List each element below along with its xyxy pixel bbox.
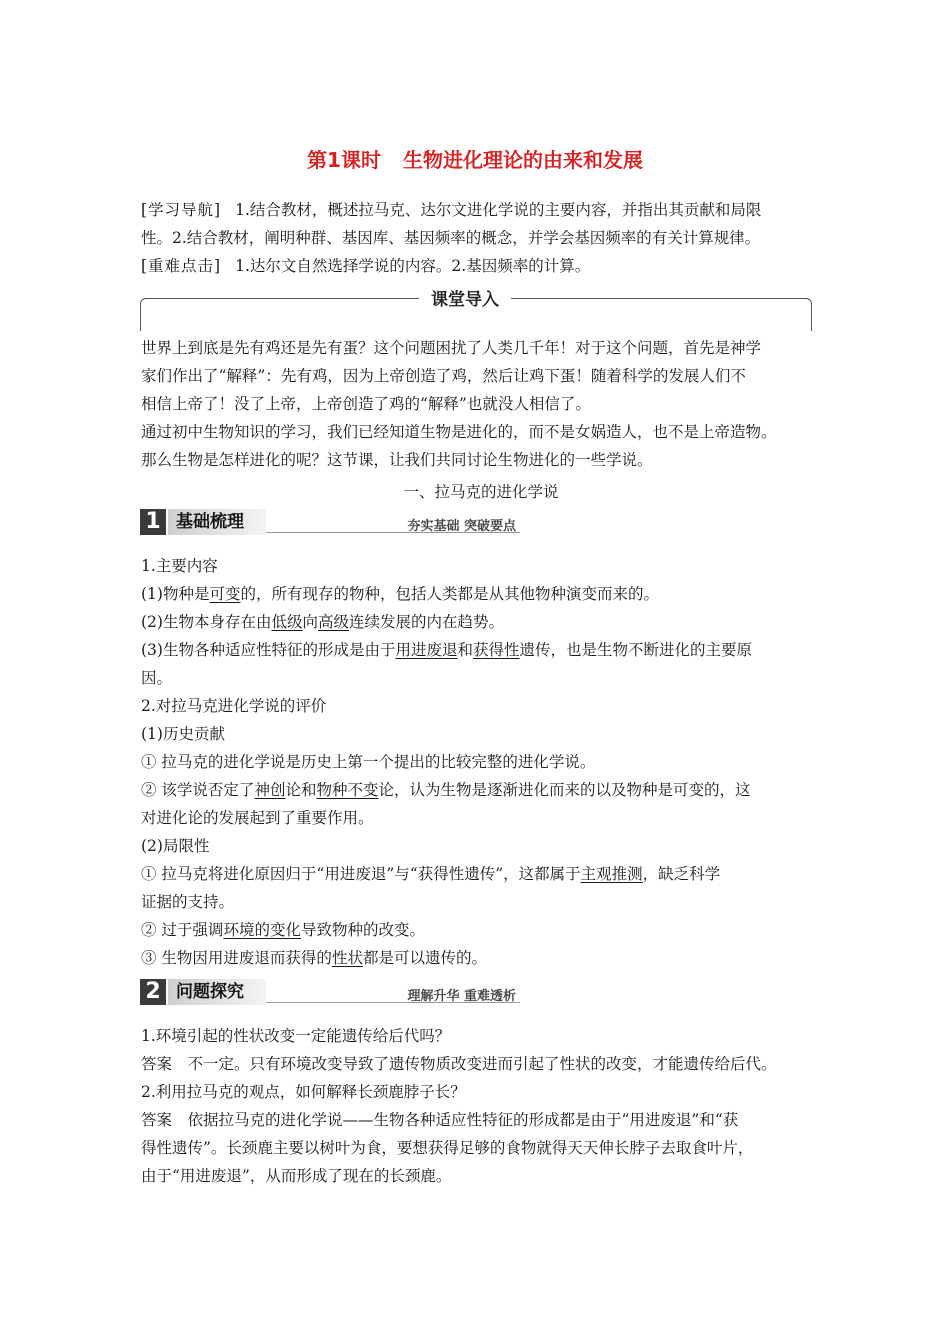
blank-answer: 低级: [271, 613, 303, 631]
answer-2-line: 由于“用进废退”，从而形成了现在的长颈鹿。: [141, 1167, 452, 1185]
section-heading: 一、拉马克的进化学说: [403, 483, 559, 501]
blank-answer: 环境的变化: [223, 921, 301, 939]
limitation-1: ① 拉马克将进化原因归于“用进废退”与“获得性遗传”，这都属于主观推测，缺乏科学: [141, 865, 721, 883]
answer-1: 答案 不一定。只有环境改变导致了遗传物质改变进而引起了性状的改变，才能遗传给后代。: [141, 1055, 777, 1073]
point-2: (2)生物本身存在由低级向高级连续发展的内在趋势。: [141, 613, 505, 631]
blank-answer: 神创: [254, 781, 286, 799]
point-3-cont: 因。: [141, 669, 173, 687]
question-2: 2.利用拉马克的观点，如何解释长颈鹿脖子长？: [141, 1083, 466, 1101]
lesson-number: 第1课时: [307, 148, 381, 172]
intro-line: 相信上帝了！没了上帝，上帝创造了鸡的“解释”也就没人相信了。: [141, 395, 591, 413]
blank-answer: 获得性: [473, 641, 520, 659]
key-text: 1.达尔文自然选择学说的内容。2.基因频率的计算。: [235, 257, 591, 275]
intro-line: 家们作出了“解释”：先有鸡，因为上帝创造了鸡，然后让鸡下蛋！随着科学的发展人们不: [141, 367, 746, 385]
guide-line-1: 1.结合教材，概述拉马克、达尔文进化学说的主要内容，并指出其贡献和局限: [235, 201, 762, 219]
section-subtitle: 夯实基础 突破要点: [407, 519, 516, 534]
section-label: 问题探究: [168, 979, 266, 1005]
limitation-3: ③ 生物因用进废退而获得的性状都是可以遗传的。: [141, 949, 487, 967]
blank-answer: 可变: [209, 585, 241, 603]
heading-main-content: 1.主要内容: [141, 557, 218, 575]
study-guide: [141, 196, 821, 280]
heading-contribution: (1)历史贡献: [141, 725, 225, 743]
section-number: 1: [140, 509, 166, 535]
blank-answer: 物种不变: [316, 781, 379, 799]
answer-2-line: 得性遗传”。长颈鹿主要以树叶为食，要想获得足够的食物就得天天伸长脖子去取食叶片，: [141, 1139, 754, 1157]
limitation-1-cont: 证据的支持。: [141, 893, 235, 911]
section-header-basics: [140, 509, 520, 535]
intro-line: 世界上到底是先有鸡还是先有蛋？这个问题困扰了人类几千年！对于这个问题，首先是神学: [141, 339, 762, 357]
guide-tag: [学习导航]: [141, 201, 222, 219]
heading-evaluation: 2.对拉马克进化学说的评价: [141, 697, 327, 715]
contribution-1: ① 拉马克的进化学说是历史上第一个提出的比较完整的进化学说。: [141, 753, 596, 771]
contribution-2: ② 该学说否定了神创论和物种不变论，认为生物是逐渐进化而来的以及物种是可变的，这: [141, 781, 751, 799]
intro-box-title: 课堂导入: [419, 285, 511, 310]
lesson-topic: 生物进化理论的由来和发展: [402, 148, 643, 172]
limitation-2: ② 过于强调环境的变化导致物种的改变。: [141, 921, 425, 939]
point-1: (1)物种是可变的，所有现存的物种，包括人类都是从其他物种演变而来的。: [141, 585, 659, 603]
guide-line-2: 性。2.结合教材，阐明种群、基因库、基因频率的概念，并学会基因频率的有关计算规律。: [141, 229, 761, 247]
key-tag: [重难点击]: [141, 257, 222, 275]
section-number: 2: [140, 979, 166, 1005]
intro-line: 那么生物是怎样进化的呢？这节课，让我们共同讨论生物进化的一些学说。: [141, 451, 653, 469]
section-subtitle: 理解升华 重难透析: [407, 989, 516, 1004]
inquiry-content: [141, 1022, 821, 1190]
page-title: [0, 144, 950, 173]
intro-text: [141, 334, 821, 474]
blank-answer: 主观推测: [580, 865, 643, 883]
heading-limitations: (2)局限性: [141, 837, 210, 855]
intro-line: 通过初中生物知识的学习，我们已经知道生物是进化的，而不是女娲造人，也不是上帝造物。: [141, 423, 777, 441]
question-1: 1.环境引起的性状改变一定能遗传给后代吗？: [141, 1027, 451, 1045]
blank-answer: 性状: [331, 949, 363, 967]
section-label: 基础梳理: [168, 509, 266, 535]
basics-content: [141, 552, 821, 972]
intro-box-frame: [140, 290, 812, 331]
section-header-inquiry: [140, 979, 520, 1005]
blank-answer: 高级: [318, 613, 350, 631]
contribution-2-cont: 对进化论的发展起到了重要作用。: [141, 809, 374, 827]
point-3: (3)生物各种适应性特征的形成是由于用进废退和获得性遗传，也是生物不断进化的主要原: [141, 641, 753, 659]
blank-answer: 用进废退: [395, 641, 458, 659]
answer-2-line: 答案 依据拉马克的进化学说——生物各种适应性特征的形成都是由于“用进废退”和“获: [141, 1111, 739, 1129]
